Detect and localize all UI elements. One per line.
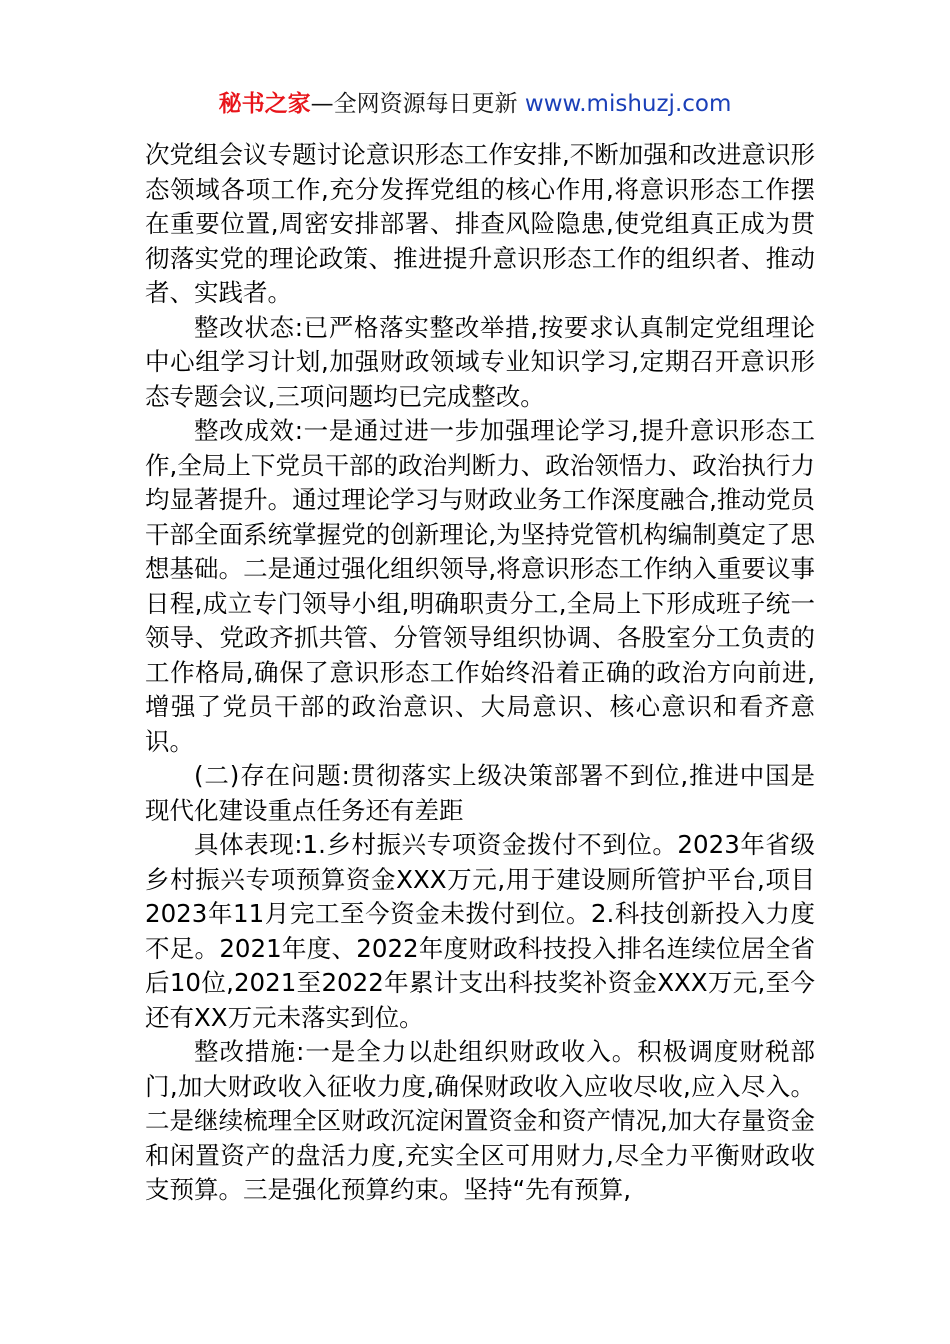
paragraph-rectification-results: 整改成效:一是通过进一步加强理论学习,提升意识形态工作,全局上下党员干部的政治判断力、政治领悟力、政治执行力均显著提升。通过理论学习与财政业务工作深度融合,推动党员干部全面系统掌握党的创新理论,为坚持党管机构编制奠定了思想基础。二是通过强化组织领导,将意识形态工作纳入重要议事日程,成立专门领导小组,明确职责分工,全局上下形成班子统一领导、党政齐抓共管、分管领导组织协调、各股室分工负责的工作格局,确保了意识形态工作始终沿着正确的政治方向前进,增强了党员干部的政治意识、大局意识、核心意识和看齐意识。 (145, 416, 815, 756)
site-url-link[interactable]: www.mishuzj.com (524, 91, 732, 117)
paragraph-specific-performance: 具体表现:1.乡村振兴专项资金拨付不到位。2023年省级乡村振兴专项预算资金XXX万元,用于建设厕所管护平台,项目2023年11月完工至今资金未拨付到位。2.科技创新投入力度不足。2021年度、2022年度财政科技投入排名连续位居全省后10位,2021至2022年累计支出科技奖补资金XXX万元,至今还有XX万元未落实到位。 (145, 830, 815, 1032)
site-brand: 秘书之家 (218, 91, 311, 117)
document-body (145, 138, 815, 1208)
paragraph-existing-problem: (二)存在问题:贯彻落实上级决策部署不到位,推进中国是现代化建设重点任务还有差距 (145, 761, 815, 825)
paragraph-continuation: 次党组会议专题讨论意识形态工作安排,不断加强和改进意识形态领域各项工作,充分发挥党组的核心作用,将意识形态工作摆在重要位置,周密安排部署、排查风险隐患,使党组真正成为贯彻落实党的理论政策、推进提升意识形态工作的组织者、推动者、实践者。 (145, 140, 815, 307)
paragraph-rectification-measures: 整改措施:一是全力以赴组织财政收入。积极调度财税部门,加大财政收入征收力度,确保财政收入应收尽收,应入尽入。二是继续梳理全区财政沉淀闲置资金和资产情况,加大存量资金和闲置资产的盘活力度,充实全区可用财力,尽全力平衡财政收支预算。三是强化预算约束。坚持“先有预算, (145, 1037, 815, 1204)
site-tagline: —全网资源每日更新 (310, 91, 518, 117)
paragraph-rectification-status: 整改状态:已严格落实整改举措,按要求认真制定党组理论中心组学习计划,加强财政领域专业知识学习,定期召开意识形态专题会议,三项问题均已完成整改。 (145, 312, 815, 411)
site-header (0, 88, 950, 120)
